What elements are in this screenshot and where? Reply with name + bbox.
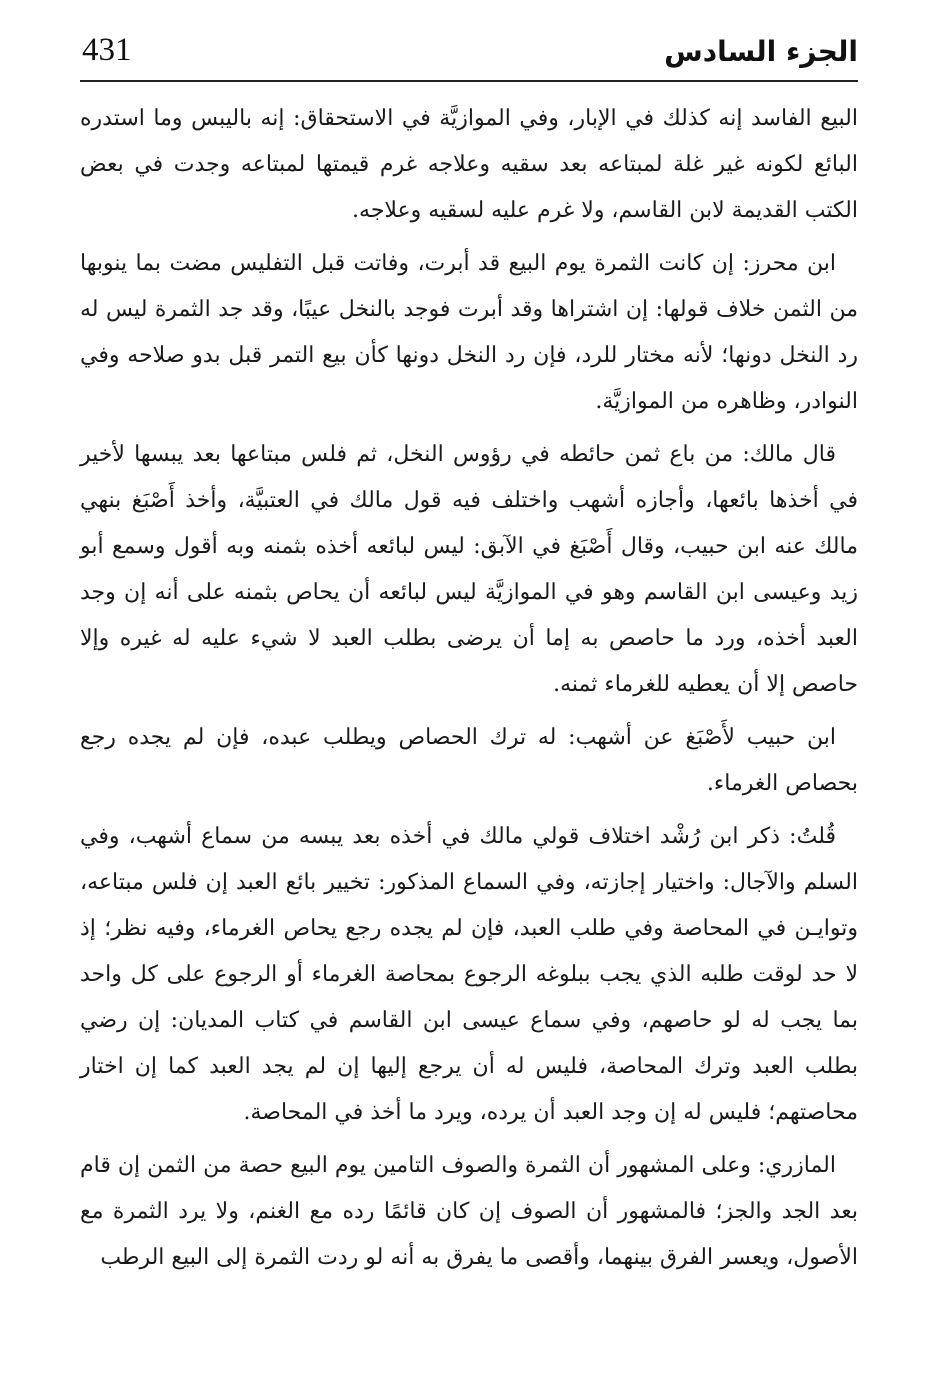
header-divider <box>80 80 858 82</box>
page-number: 431 <box>82 32 132 68</box>
paragraph: المازري: وعلى المشهور أن الثمرة والصوف التامين يوم البيع حصة من الثمن إن قام بعد الجد والجز؛ فالمشهور أن الصوف إن كان قائمًا رده مع الغنم، ولا يرد الثمرة مع الأصول، ويعسر الفرق بينهما، وأقصى ما يفرق به أنه لو ردت الثمرة إلى البيع الرطب <box>80 1153 858 1270</box>
body-text <box>80 96 858 1288</box>
running-title: الجزء السادس <box>664 35 858 68</box>
paragraph: ابن محرز: إن كانت الثمرة يوم البيع قد أبرت، وفاتت قبل التفليس مضت بما ينوبها من الثمن خلاف قولها: إن اشتراها وقد أبرت فوجد بالنخل عيبًا، وقد جد الثمرة ليس له رد النخل دونها؛ لأنه مختار للرد، فإن رد النخل دونها كأن بيع التمر قبل بدو صلاحه وفي النوادر، وظاهره من الموازيَّة. <box>80 251 858 414</box>
page-header <box>80 30 858 82</box>
paragraph: البيع الفاسد إنه كذلك في الإبار، وفي الموازيَّة في الاستحقاق: إنه باليبس وما استدره البائع لكونه غير غلة لمبتاعه بعد سقيه وعلاجه غرم قيمتها لمبتاعه وجدت في بعض الكتب القديمة لابن القاسم، ولا غرم عليه لسقيه وعلاجه. <box>80 106 858 223</box>
paragraph: قال مالك: من باع ثمن حائطه في رؤوس النخل، ثم فلس مبتاعها بعد يبسها لأخير في أخذها بائعها، وأجازه أشهب واختلف فيه قول مالك في العتبيَّة، وأخذ أَصْبَغ بنهي مالك عنه ابن حبيب، وقال أَصْبَغ في الآبق: ليس لبائعه أخذه بثمنه وبه أقول وسمع أبو زيد وعيسى ابن القاسم وهو في الموازيَّة ليس لبائعه أن يحاص بثمنه على أنه إن وجد العبد أخذه، ورد ما حاصص به إما أن يرضى بطلب العبد لا شيء عليه له غيره وإلا حاصص إلا أن يعطيه للغرماء ثمنه. <box>80 442 858 697</box>
paragraph: قُلتُ: ذكر ابن رُشْد اختلاف قولي مالك في أخذه بعد يبسه من سماع أشهب، وفي السلم والآجال: واختيار إجازته، وفي السماع المذكور: تخيير بائع العبد إن فلس مبتاعه، وتوايـن في المحاصة وفي طلب العبد، فإن لم يجده رجع يحاص الغرماء، وفيه نظر؛ إذ لا حد لوقت طلبه الذي يجب ببلوغه الرجوع بمحاصة الغرماء أو الرجوع على كل واحد بما يجب له لو حاصهم، وفي سماع عيسى ابن القاسم في كتاب المديان: إن رضي بطلب العبد وترك المحاصة، فليس له أن يرجع إليها إن لم يجد العبد كما إن اختار محاصتهم؛ فليس له إن وجد العبد أن يرده، ويرد ما أخذ في المحاصة. <box>80 824 858 1125</box>
paragraph: ابن حبيب لأَصْبَغ عن أشهب: له ترك الحصاص ويطلب عبده، فإن لم يجده رجع بحصاص الغرماء. <box>80 725 858 796</box>
